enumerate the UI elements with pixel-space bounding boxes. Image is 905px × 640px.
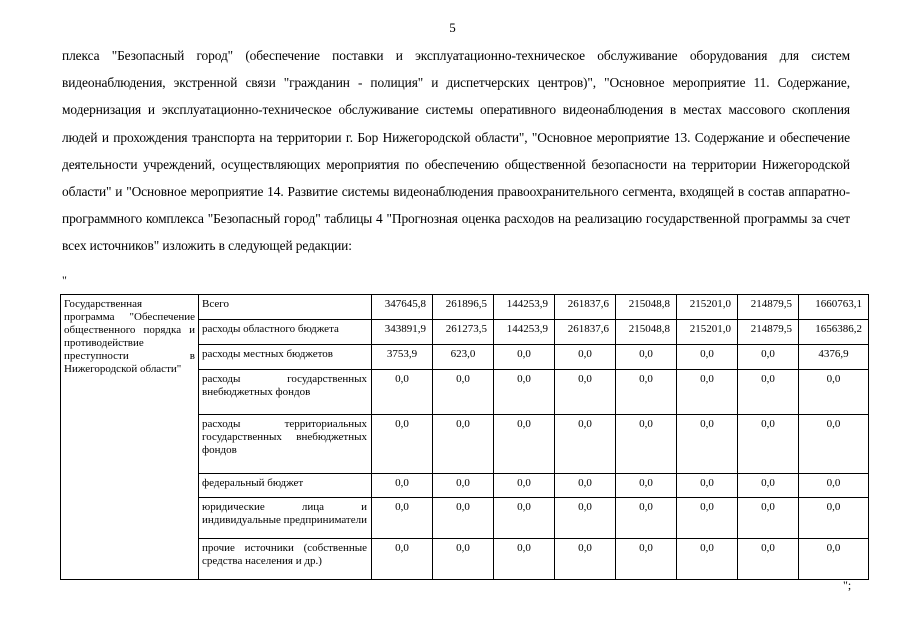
body-paragraph: плекса "Безопасный город" (обеспечение поставки и эксплуатационно-техническое обслуживание оборудования для систем видеонаблюдения, экстренной связи "гражданин - полиция" и диспетчерских центров)", "Основное мероприятие 11. Содержание, модернизация и эксплуатационно-техническое обслуживание системы оперативного видеонаблюдения в местах массового скопления людей и прохождения транспорта на территории г. Бор Нижегородской области", "Основное мероприятие 13. Содержание и обеспечение деятельности учреждений, осуществляющих мероприятия по обеспечению общественной безопасности на территории Нижегородской области" и "Основное мероприятие 14. Развитие системы видеонаблюдения правоохранительного сегмента, входящей в состав аппаратно-программного комплекса "Безопасный город" таблицы 4 "Прогнозная оценка расходов на реализацию государственной программы за счет всех источников" изложить в следующей редакции: [62, 48, 850, 254]
opening-quote: " [62, 273, 67, 287]
funding-source-cell: расходы территориальных государственных внебюджетных фондов [199, 415, 372, 474]
value-cell: 0,0 [433, 539, 494, 580]
funding-source-cell: прочие источники (собственные средства населения и др.) [199, 539, 372, 580]
value-cell: 0,0 [616, 498, 677, 539]
funding-source-cell: федеральный бюджет [199, 474, 372, 498]
value-cell: 0,0 [677, 498, 738, 539]
value-cell: 0,0 [555, 370, 616, 415]
value-cell: 214879,5 [738, 320, 799, 345]
value-cell: 144253,9 [494, 320, 555, 345]
value-cell: 0,0 [494, 498, 555, 539]
value-cell: 214879,5 [738, 295, 799, 320]
value-cell: 0,0 [372, 498, 433, 539]
value-cell: 623,0 [433, 345, 494, 370]
value-cell: 0,0 [799, 370, 869, 415]
value-cell: 0,0 [494, 415, 555, 474]
funding-source-cell: расходы местных бюджетов [199, 345, 372, 370]
value-cell: 1660763,1 [799, 295, 869, 320]
value-cell: 0,0 [738, 474, 799, 498]
value-cell: 0,0 [677, 474, 738, 498]
value-cell: 0,0 [494, 539, 555, 580]
value-cell: 0,0 [555, 539, 616, 580]
value-cell: 0,0 [616, 345, 677, 370]
value-cell: 261837,6 [555, 320, 616, 345]
value-cell: 0,0 [799, 498, 869, 539]
value-cell: 0,0 [616, 370, 677, 415]
value-cell: 261273,5 [433, 320, 494, 345]
value-cell: 0,0 [555, 474, 616, 498]
value-cell: 0,0 [616, 415, 677, 474]
value-cell: 0,0 [677, 539, 738, 580]
value-cell: 3753,9 [372, 345, 433, 370]
value-cell: 0,0 [677, 370, 738, 415]
value-cell: 215048,8 [616, 320, 677, 345]
value-cell: 0,0 [372, 370, 433, 415]
value-cell: 0,0 [738, 415, 799, 474]
value-cell: 0,0 [555, 498, 616, 539]
value-cell: 215048,8 [616, 295, 677, 320]
value-cell: 215201,0 [677, 320, 738, 345]
value-cell: 347645,8 [372, 295, 433, 320]
value-cell: 0,0 [799, 415, 869, 474]
value-cell: 261837,6 [555, 295, 616, 320]
value-cell: 144253,9 [494, 295, 555, 320]
value-cell: 0,0 [433, 498, 494, 539]
budget-table [60, 294, 869, 580]
value-cell: 0,0 [738, 498, 799, 539]
value-cell: 0,0 [677, 345, 738, 370]
budget-table-body [61, 295, 869, 580]
value-cell: 0,0 [494, 345, 555, 370]
value-cell: 1656386,2 [799, 320, 869, 345]
value-cell: 0,0 [738, 345, 799, 370]
value-cell: 215201,0 [677, 295, 738, 320]
value-cell: 0,0 [372, 415, 433, 474]
program-name-cell: Государственная программа "Обеспечение общественного порядка и противодействие преступности в Нижегородской области" [61, 295, 199, 580]
value-cell: 0,0 [433, 370, 494, 415]
value-cell: 0,0 [372, 474, 433, 498]
value-cell: 0,0 [494, 474, 555, 498]
value-cell: 0,0 [494, 370, 555, 415]
value-cell: 0,0 [372, 539, 433, 580]
value-cell: 0,0 [799, 474, 869, 498]
value-cell: 261896,5 [433, 295, 494, 320]
value-cell: 0,0 [433, 474, 494, 498]
value-cell: 0,0 [677, 415, 738, 474]
value-cell: 343891,9 [372, 320, 433, 345]
funding-source-cell: Всего [199, 295, 372, 320]
value-cell: 4376,9 [799, 345, 869, 370]
funding-source-cell: расходы областного бюджета [199, 320, 372, 345]
value-cell: 0,0 [616, 539, 677, 580]
funding-source-cell: расходы государственных внебюджетных фондов [199, 370, 372, 415]
funding-source-cell: юридические лица и индивидуальные предприниматели [199, 498, 372, 539]
value-cell: 0,0 [616, 474, 677, 498]
value-cell: 0,0 [799, 539, 869, 580]
value-cell: 0,0 [738, 370, 799, 415]
page-number: 5 [449, 20, 456, 35]
value-cell: 0,0 [555, 345, 616, 370]
value-cell: 0,0 [433, 415, 494, 474]
closing-quote: "; [843, 578, 852, 592]
table-row [61, 295, 869, 320]
value-cell: 0,0 [555, 415, 616, 474]
value-cell: 0,0 [738, 539, 799, 580]
